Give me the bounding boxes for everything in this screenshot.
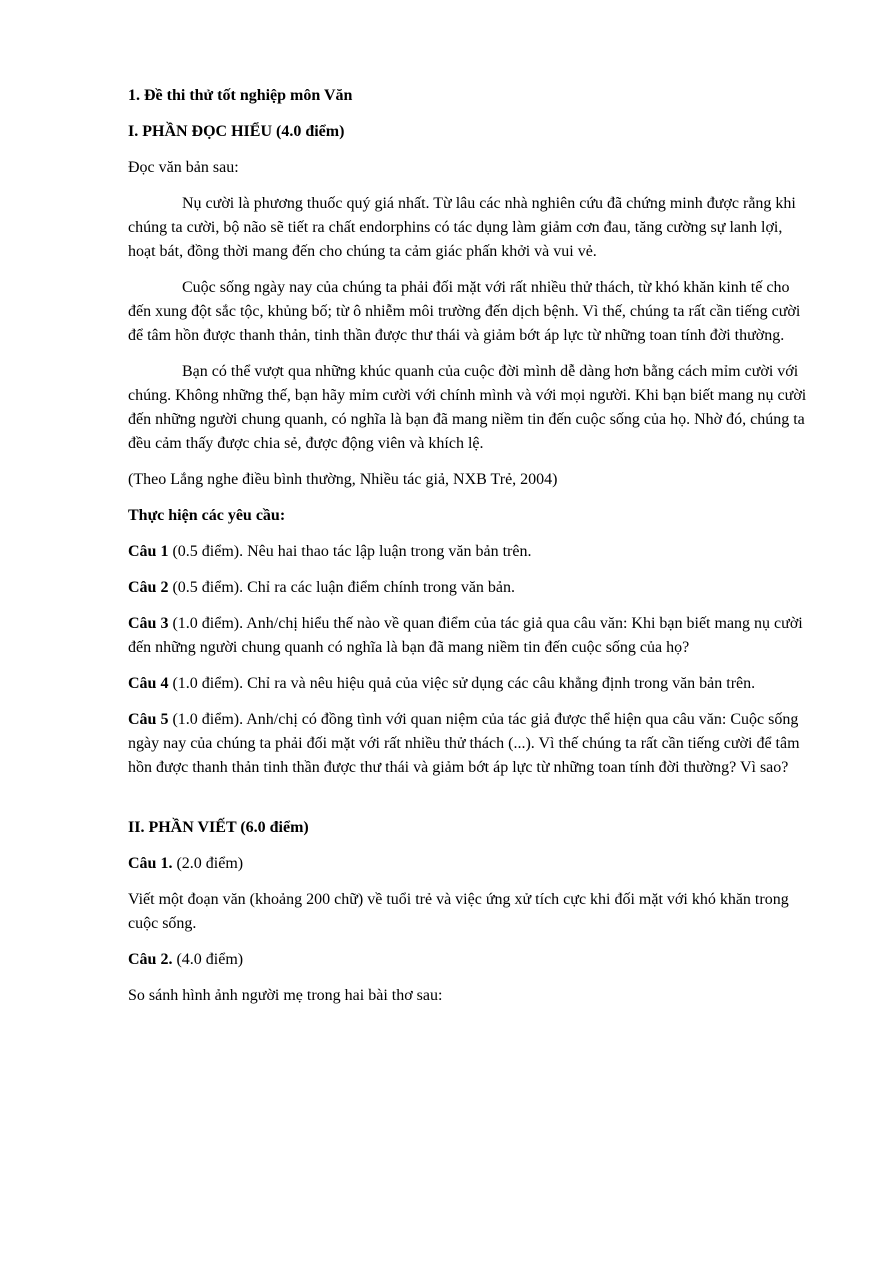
tasks-heading: Thực hiện các yêu cầu: (128, 507, 286, 524)
question-label: Câu 2 (128, 579, 169, 596)
passage-source: (Theo Lắng nghe điều bình thường, Nhiều tác giả, NXB Trẻ, 2004) (128, 471, 558, 488)
question-3 (128, 612, 810, 660)
question-4 (128, 672, 810, 696)
question-2 (128, 576, 810, 600)
question-label: Câu 1 (128, 543, 169, 560)
question-text: (1.0 điểm). Chỉ ra và nêu hiệu quả của việc sử dụng các câu khẳng định trong văn bản trên. (168, 675, 756, 692)
question-text: (1.0 điểm). Anh/chị có đồng tình với quan niệm của tác giả được thể hiện qua câu văn: Cuộc sống ngày nay của chúng ta phải đối mặt với rất nhiều thử thách (...). Vì thế chúng ta rất cần tiếng cười để tâm hồn được thanh thản tinh thần được thư thái và giảm bớt áp lực từ những toan tính đời thường? Vì sao? (128, 711, 800, 776)
question-label: Câu 3 (128, 615, 169, 632)
question-label: Câu 1. (128, 855, 173, 872)
passage-paragraph: Nụ cười là phương thuốc quý giá nhất. Từ lâu các nhà nghiên cứu đã chứng minh được rằng khi chúng ta cười, bộ não sẽ tiết ra chất endorphins có tác dụng làm giảm cơn đau, tăng cường sự lanh lợi, hoạt bát, đồng thời mang đến cho chúng ta cảm giác phấn khởi và vui vẻ. (128, 195, 796, 260)
question-text: (0.5 điểm). Chỉ ra các luận điểm chính trong văn bản. (168, 579, 516, 596)
question-1 (128, 540, 810, 564)
writing-question-2-header (128, 948, 810, 972)
part1-heading: I. PHẦN ĐỌC HIỂU (4.0 điểm) (128, 123, 345, 140)
document-title: 1. Đề thi thử tốt nghiệp môn Văn (128, 87, 353, 104)
question-5 (128, 708, 810, 780)
writing-question-2-text: So sánh hình ảnh người mẹ trong hai bài thơ sau: (128, 987, 443, 1004)
question-points: (4.0 điểm) (172, 951, 244, 968)
question-label: Câu 2. (128, 951, 173, 968)
document-page (128, 84, 810, 1020)
question-text: (1.0 điểm). Anh/chị hiểu thế nào về quan điểm của tác giả qua câu văn: Khi bạn biết mang nụ cười đến những người chung quanh có nghĩa là bạn đã mang niềm tin đến cuộc sống của họ? (128, 615, 803, 656)
question-label: Câu 4 (128, 675, 169, 692)
writing-question-1-header (128, 852, 810, 876)
part2-heading: II. PHẦN VIẾT (6.0 điểm) (128, 819, 309, 836)
question-label: Câu 5 (128, 711, 169, 728)
passage-paragraph: Bạn có thể vượt qua những khúc quanh của cuộc đời mình dễ dàng hơn bằng cách mỉm cười với chúng. Không những thế, bạn hãy mỉm cười với chính mình và với mọi người. Khi bạn biết mang nụ cười đến những người chung quanh, có nghĩa là bạn đã mang niềm tin đến cuộc sống của họ. Nhờ đó, chúng ta đều cảm thấy được chia sẻ, được động viên và khích lệ. (128, 363, 807, 452)
question-points: (2.0 điểm) (172, 855, 244, 872)
question-text: (0.5 điểm). Nêu hai thao tác lập luận trong văn bản trên. (168, 543, 532, 560)
writing-question-1-text: Viết một đoạn văn (khoảng 200 chữ) về tuổi trẻ và việc ứng xử tích cực khi đối mặt với khó khăn trong cuộc sống. (128, 891, 789, 932)
passage-paragraph: Cuộc sống ngày nay của chúng ta phải đối mặt với rất nhiều thử thách, từ khó khăn kinh tế cho đến xung đột sắc tộc, khủng bố; từ ô nhiễm môi trường đến dịch bệnh. Vì thế, chúng ta rất cần tiếng cười để tâm hồn được thanh thản, tinh thần được thư thái và giảm bớt áp lực từ những toan tính đời thường. (128, 279, 801, 344)
reading-intro: Đọc văn bản sau: (128, 159, 239, 176)
